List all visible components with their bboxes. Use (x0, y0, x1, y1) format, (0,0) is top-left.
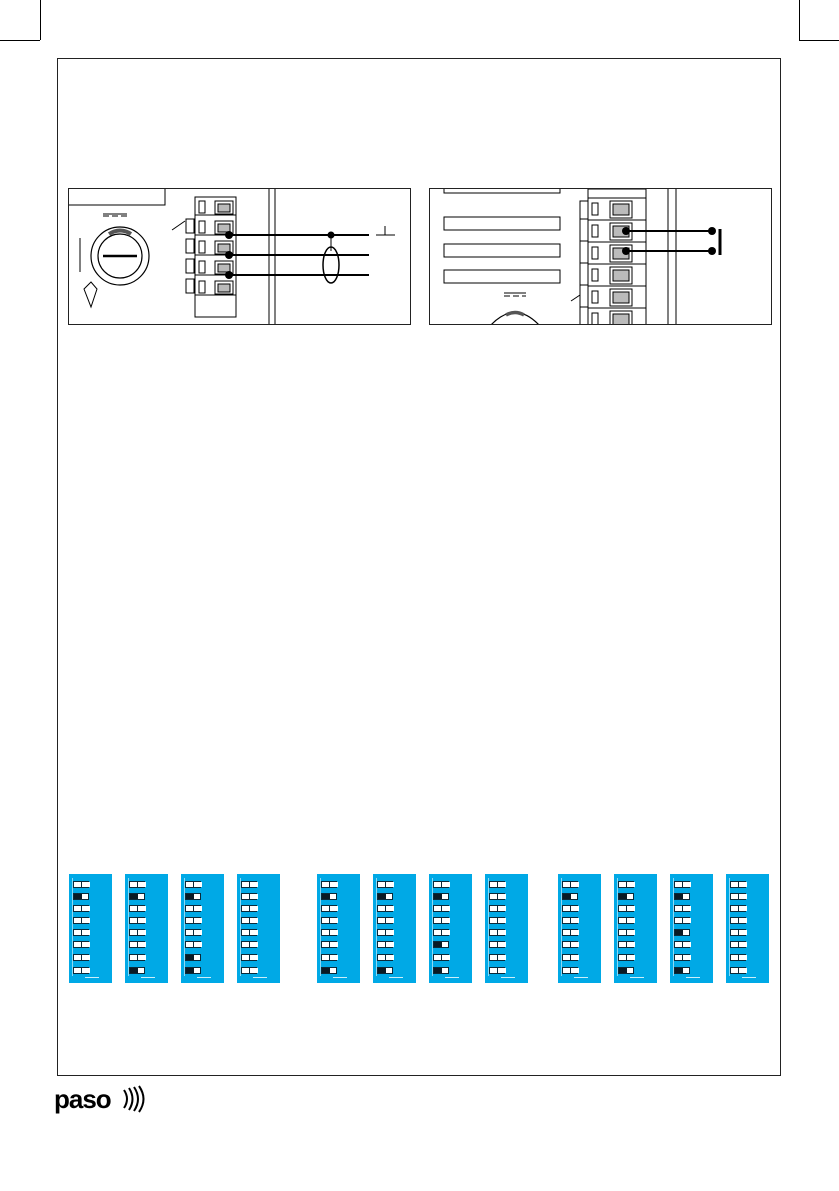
dip-switch-lever (675, 894, 683, 899)
dip-switch-lever (626, 930, 635, 935)
dip-switch-lever (385, 882, 394, 887)
crop-mark-top-left (0, 40, 40, 41)
dip-switch-lever (626, 882, 635, 887)
dip-switch[interactable] (618, 905, 634, 912)
dip-switch[interactable] (562, 929, 578, 936)
dip-switch-block (614, 874, 657, 983)
dip-switch-lever (497, 942, 506, 947)
dip-switch[interactable] (730, 967, 746, 974)
dip-switch-lever (130, 968, 138, 973)
dip-switch[interactable] (241, 929, 257, 936)
dip-switch-lever (137, 906, 146, 911)
dip-switch-lever (186, 955, 194, 960)
dip-switch-block (69, 874, 112, 983)
dip-switch-lever (385, 906, 394, 911)
dip-switch[interactable] (674, 917, 690, 924)
dip-switch-lever (682, 942, 691, 947)
dip-switch[interactable] (730, 941, 746, 948)
dip-switch-lever (249, 930, 258, 935)
dip-switch-lever (249, 968, 258, 973)
dip-switch-lever (570, 906, 579, 911)
dip-switch[interactable] (433, 905, 449, 912)
dip-switch-lever (434, 942, 442, 947)
dip-switch-lever (675, 930, 683, 935)
dip-switch-lever (570, 942, 579, 947)
dip-switch[interactable] (489, 905, 505, 912)
dip-switch[interactable] (562, 881, 578, 888)
dip-switch[interactable] (433, 881, 449, 888)
dip-switch[interactable] (241, 881, 257, 888)
dip-switch[interactable] (129, 929, 145, 936)
dip-switch-lever (738, 918, 747, 923)
dip-switch-lever (249, 894, 258, 899)
dip-switch-lever (497, 968, 506, 973)
dip-switch-lever (675, 968, 683, 973)
dip-switch[interactable] (129, 881, 145, 888)
wiring-diagram-right (429, 188, 772, 325)
dip-switch[interactable] (185, 929, 201, 936)
dip-switch-lever (497, 882, 506, 887)
dip-switch-lever (570, 930, 579, 935)
dip-switch-lever (626, 955, 635, 960)
dip-switch[interactable] (73, 967, 89, 974)
dip-switch-lever (738, 906, 747, 911)
dip-group-3 (558, 874, 782, 984)
dip-switch-lever (441, 882, 450, 887)
paso-logo (54, 1084, 150, 1114)
dip-switch[interactable] (185, 954, 201, 961)
dip-switch-lever (441, 930, 450, 935)
dip-switch-lever (626, 942, 635, 947)
dip-switch-lever (193, 918, 202, 923)
crop-mark-top-right (799, 0, 800, 40)
dip-switch-lever (193, 882, 202, 887)
dip-switch[interactable] (562, 917, 578, 924)
dip-switch[interactable] (73, 881, 89, 888)
dip-switch-lever (378, 894, 386, 899)
dip-switch[interactable] (674, 954, 690, 961)
dip-switch-lever (434, 894, 442, 899)
dip-switch-block (373, 874, 416, 983)
dip-switch-lever (682, 906, 691, 911)
dip-switch-lever (385, 930, 394, 935)
dip-switch[interactable] (562, 893, 578, 900)
wiring-diagram-left (68, 188, 411, 325)
dip-switch-lever (619, 894, 627, 899)
dip-switch[interactable] (562, 905, 578, 912)
dip-switch[interactable] (185, 905, 201, 912)
dip-group-2 (317, 874, 541, 984)
dip-switch-lever (322, 968, 330, 973)
dip-switch-lever (249, 918, 258, 923)
dip-switch-block (558, 874, 601, 983)
dip-switch-lever (378, 968, 386, 973)
dip-switch[interactable] (321, 929, 337, 936)
dip-switch[interactable] (433, 929, 449, 936)
dip-switch-lever (626, 906, 635, 911)
dip-arrow-mark (574, 977, 588, 978)
dip-switch-lever (329, 955, 338, 960)
dip-switch[interactable] (185, 941, 201, 948)
dip-switch-lever (570, 955, 579, 960)
dip-switch-lever (322, 894, 330, 899)
dip-switch-block (181, 874, 224, 983)
dip-switch[interactable] (129, 941, 145, 948)
dip-switch-lever (626, 918, 635, 923)
dip-arrow-mark (85, 977, 99, 978)
dip-switch-lever (193, 942, 202, 947)
dip-switch-lever (329, 930, 338, 935)
dip-arrow-mark (501, 977, 515, 978)
dip-switch[interactable] (489, 941, 505, 948)
dip-switch[interactable] (674, 967, 690, 974)
dip-switch[interactable] (618, 954, 634, 961)
dip-switch[interactable] (618, 893, 634, 900)
dip-switch-lever (329, 942, 338, 947)
dip-switch[interactable] (433, 954, 449, 961)
dip-switch[interactable] (129, 893, 145, 900)
dip-arrow-mark (389, 977, 403, 978)
dip-switch[interactable] (674, 881, 690, 888)
dip-switch[interactable] (433, 893, 449, 900)
dip-switch-lever (385, 942, 394, 947)
dip-switch[interactable] (241, 905, 257, 912)
dip-switch-lever (81, 968, 90, 973)
dip-switch[interactable] (377, 881, 393, 888)
dip-switch[interactable] (433, 917, 449, 924)
dip-switch[interactable] (73, 954, 89, 961)
dip-switch-lever (137, 942, 146, 947)
dip-switch-lever (74, 894, 82, 899)
dip-switch[interactable] (377, 954, 393, 961)
dip-switch[interactable] (129, 905, 145, 912)
dip-switch[interactable] (730, 954, 746, 961)
dip-switch-lever (563, 894, 571, 899)
dip-arrow-mark (141, 977, 155, 978)
wiring-diagram-right-drawing (430, 189, 772, 325)
dip-switch[interactable] (241, 954, 257, 961)
dip-switch[interactable] (730, 893, 746, 900)
dip-switch[interactable] (618, 941, 634, 948)
dip-switch-lever (81, 930, 90, 935)
dip-switch[interactable] (321, 881, 337, 888)
dip-switch[interactable] (185, 917, 201, 924)
dip-switch-lever (329, 882, 338, 887)
dip-switch-lever (497, 930, 506, 935)
dip-switch-lever (738, 955, 747, 960)
dip-switch[interactable] (377, 905, 393, 912)
dip-switch[interactable] (377, 893, 393, 900)
dip-switch[interactable] (377, 941, 393, 948)
dip-switch-lever (738, 930, 747, 935)
dip-switch-block (670, 874, 713, 983)
dip-switch-lever (619, 968, 627, 973)
dip-switch[interactable] (377, 917, 393, 924)
dip-switch-block (429, 874, 472, 983)
dip-arrow-mark (253, 977, 267, 978)
dip-switch-lever (130, 894, 138, 899)
dip-switch-lever (738, 882, 747, 887)
dip-switch[interactable] (618, 967, 634, 974)
dip-switch[interactable] (321, 941, 337, 948)
dip-switch-lever (329, 906, 338, 911)
dip-switch[interactable] (241, 941, 257, 948)
dip-switch-lever (137, 955, 146, 960)
dip-switch-lever (441, 906, 450, 911)
dip-switch[interactable] (562, 941, 578, 948)
dip-switch[interactable] (73, 941, 89, 948)
dip-switch[interactable] (73, 929, 89, 936)
dip-switch-lever (137, 882, 146, 887)
dip-switch-lever (249, 906, 258, 911)
dip-switch[interactable] (321, 954, 337, 961)
dip-arrow-mark (445, 977, 459, 978)
dip-switch-lever (738, 968, 747, 973)
dip-switch-lever (193, 930, 202, 935)
dip-group-1 (69, 874, 293, 984)
dip-switch[interactable] (241, 893, 257, 900)
dip-switch[interactable] (129, 954, 145, 961)
dip-switch-lever (738, 942, 747, 947)
dip-switch[interactable] (562, 967, 578, 974)
dip-switch[interactable] (489, 929, 505, 936)
dip-switch[interactable] (730, 881, 746, 888)
dip-switch-lever (385, 918, 394, 923)
dip-switch[interactable] (185, 881, 201, 888)
dip-switch-lever (682, 955, 691, 960)
dip-switch-block (485, 874, 528, 983)
dip-switch[interactable] (377, 929, 393, 936)
dip-switch[interactable] (321, 905, 337, 912)
dip-switch-lever (137, 930, 146, 935)
dip-switch[interactable] (674, 929, 690, 936)
dip-switch-lever (249, 955, 258, 960)
dip-switch-lever (81, 955, 90, 960)
dip-switch-lever (385, 955, 394, 960)
dip-switch[interactable] (321, 893, 337, 900)
dip-switch-lever (570, 918, 579, 923)
dip-switch[interactable] (241, 967, 257, 974)
dip-switch-lever (497, 918, 506, 923)
dip-switch[interactable] (433, 967, 449, 974)
dip-switch-lever (81, 882, 90, 887)
dip-switch[interactable] (618, 881, 634, 888)
dip-switch[interactable] (730, 929, 746, 936)
dip-switch[interactable] (73, 893, 89, 900)
dip-arrow-mark (197, 977, 211, 978)
crop-mark-top-left (40, 0, 41, 40)
dip-switch-lever (570, 882, 579, 887)
dip-switch-lever (81, 918, 90, 923)
dip-switch-lever (249, 942, 258, 947)
dip-switch-lever (497, 894, 506, 899)
dip-switch-lever (81, 906, 90, 911)
dip-switch[interactable] (618, 917, 634, 924)
dip-switch[interactable] (241, 917, 257, 924)
crop-mark-top-right (799, 40, 839, 41)
dip-switch[interactable] (489, 893, 505, 900)
dip-switch[interactable] (562, 954, 578, 961)
dip-switch[interactable] (730, 917, 746, 924)
dip-switch[interactable] (321, 917, 337, 924)
dip-switch-block (317, 874, 360, 983)
dip-switch-lever (682, 918, 691, 923)
dip-switch[interactable] (618, 929, 634, 936)
dip-arrow-mark (742, 977, 756, 978)
dip-switch-block (125, 874, 168, 983)
dip-switch[interactable] (674, 893, 690, 900)
dip-switch-lever (186, 968, 194, 973)
dip-switch[interactable] (489, 967, 505, 974)
dip-arrow-mark (333, 977, 347, 978)
dip-switch[interactable] (321, 967, 337, 974)
dip-switch-lever (570, 968, 579, 973)
dip-switch-lever (193, 906, 202, 911)
dip-switch-lever (497, 906, 506, 911)
dip-switch-lever (441, 918, 450, 923)
dip-arrow-mark (630, 977, 644, 978)
dip-switch-lever (137, 918, 146, 923)
dip-switch[interactable] (674, 905, 690, 912)
dip-switch[interactable] (377, 967, 393, 974)
dip-switch[interactable] (73, 905, 89, 912)
dip-switch[interactable] (674, 941, 690, 948)
dip-switch[interactable] (730, 905, 746, 912)
dip-switch-lever (81, 942, 90, 947)
dip-switch[interactable] (433, 941, 449, 948)
dip-switch-lever (441, 955, 450, 960)
wiring-diagram-left-drawing (69, 189, 411, 325)
paso-logo-text: paso (54, 1084, 111, 1114)
dip-switch[interactable] (489, 881, 505, 888)
dip-switch-lever (434, 968, 442, 973)
dip-switch[interactable] (129, 917, 145, 924)
dip-switch-block (726, 874, 769, 983)
dip-arrow-mark (686, 977, 700, 978)
dip-switch[interactable] (489, 917, 505, 924)
dip-switch-block (237, 874, 280, 983)
dip-switch[interactable] (489, 954, 505, 961)
dip-switch[interactable] (185, 967, 201, 974)
dip-switch-lever (249, 882, 258, 887)
dip-switch-lever (682, 882, 691, 887)
dip-switch-lever (186, 894, 194, 899)
dip-switch[interactable] (73, 917, 89, 924)
dip-switch[interactable] (185, 893, 201, 900)
dip-switch-lever (738, 894, 747, 899)
dip-switch[interactable] (129, 967, 145, 974)
dip-switch-lever (497, 955, 506, 960)
dip-switch-lever (329, 918, 338, 923)
